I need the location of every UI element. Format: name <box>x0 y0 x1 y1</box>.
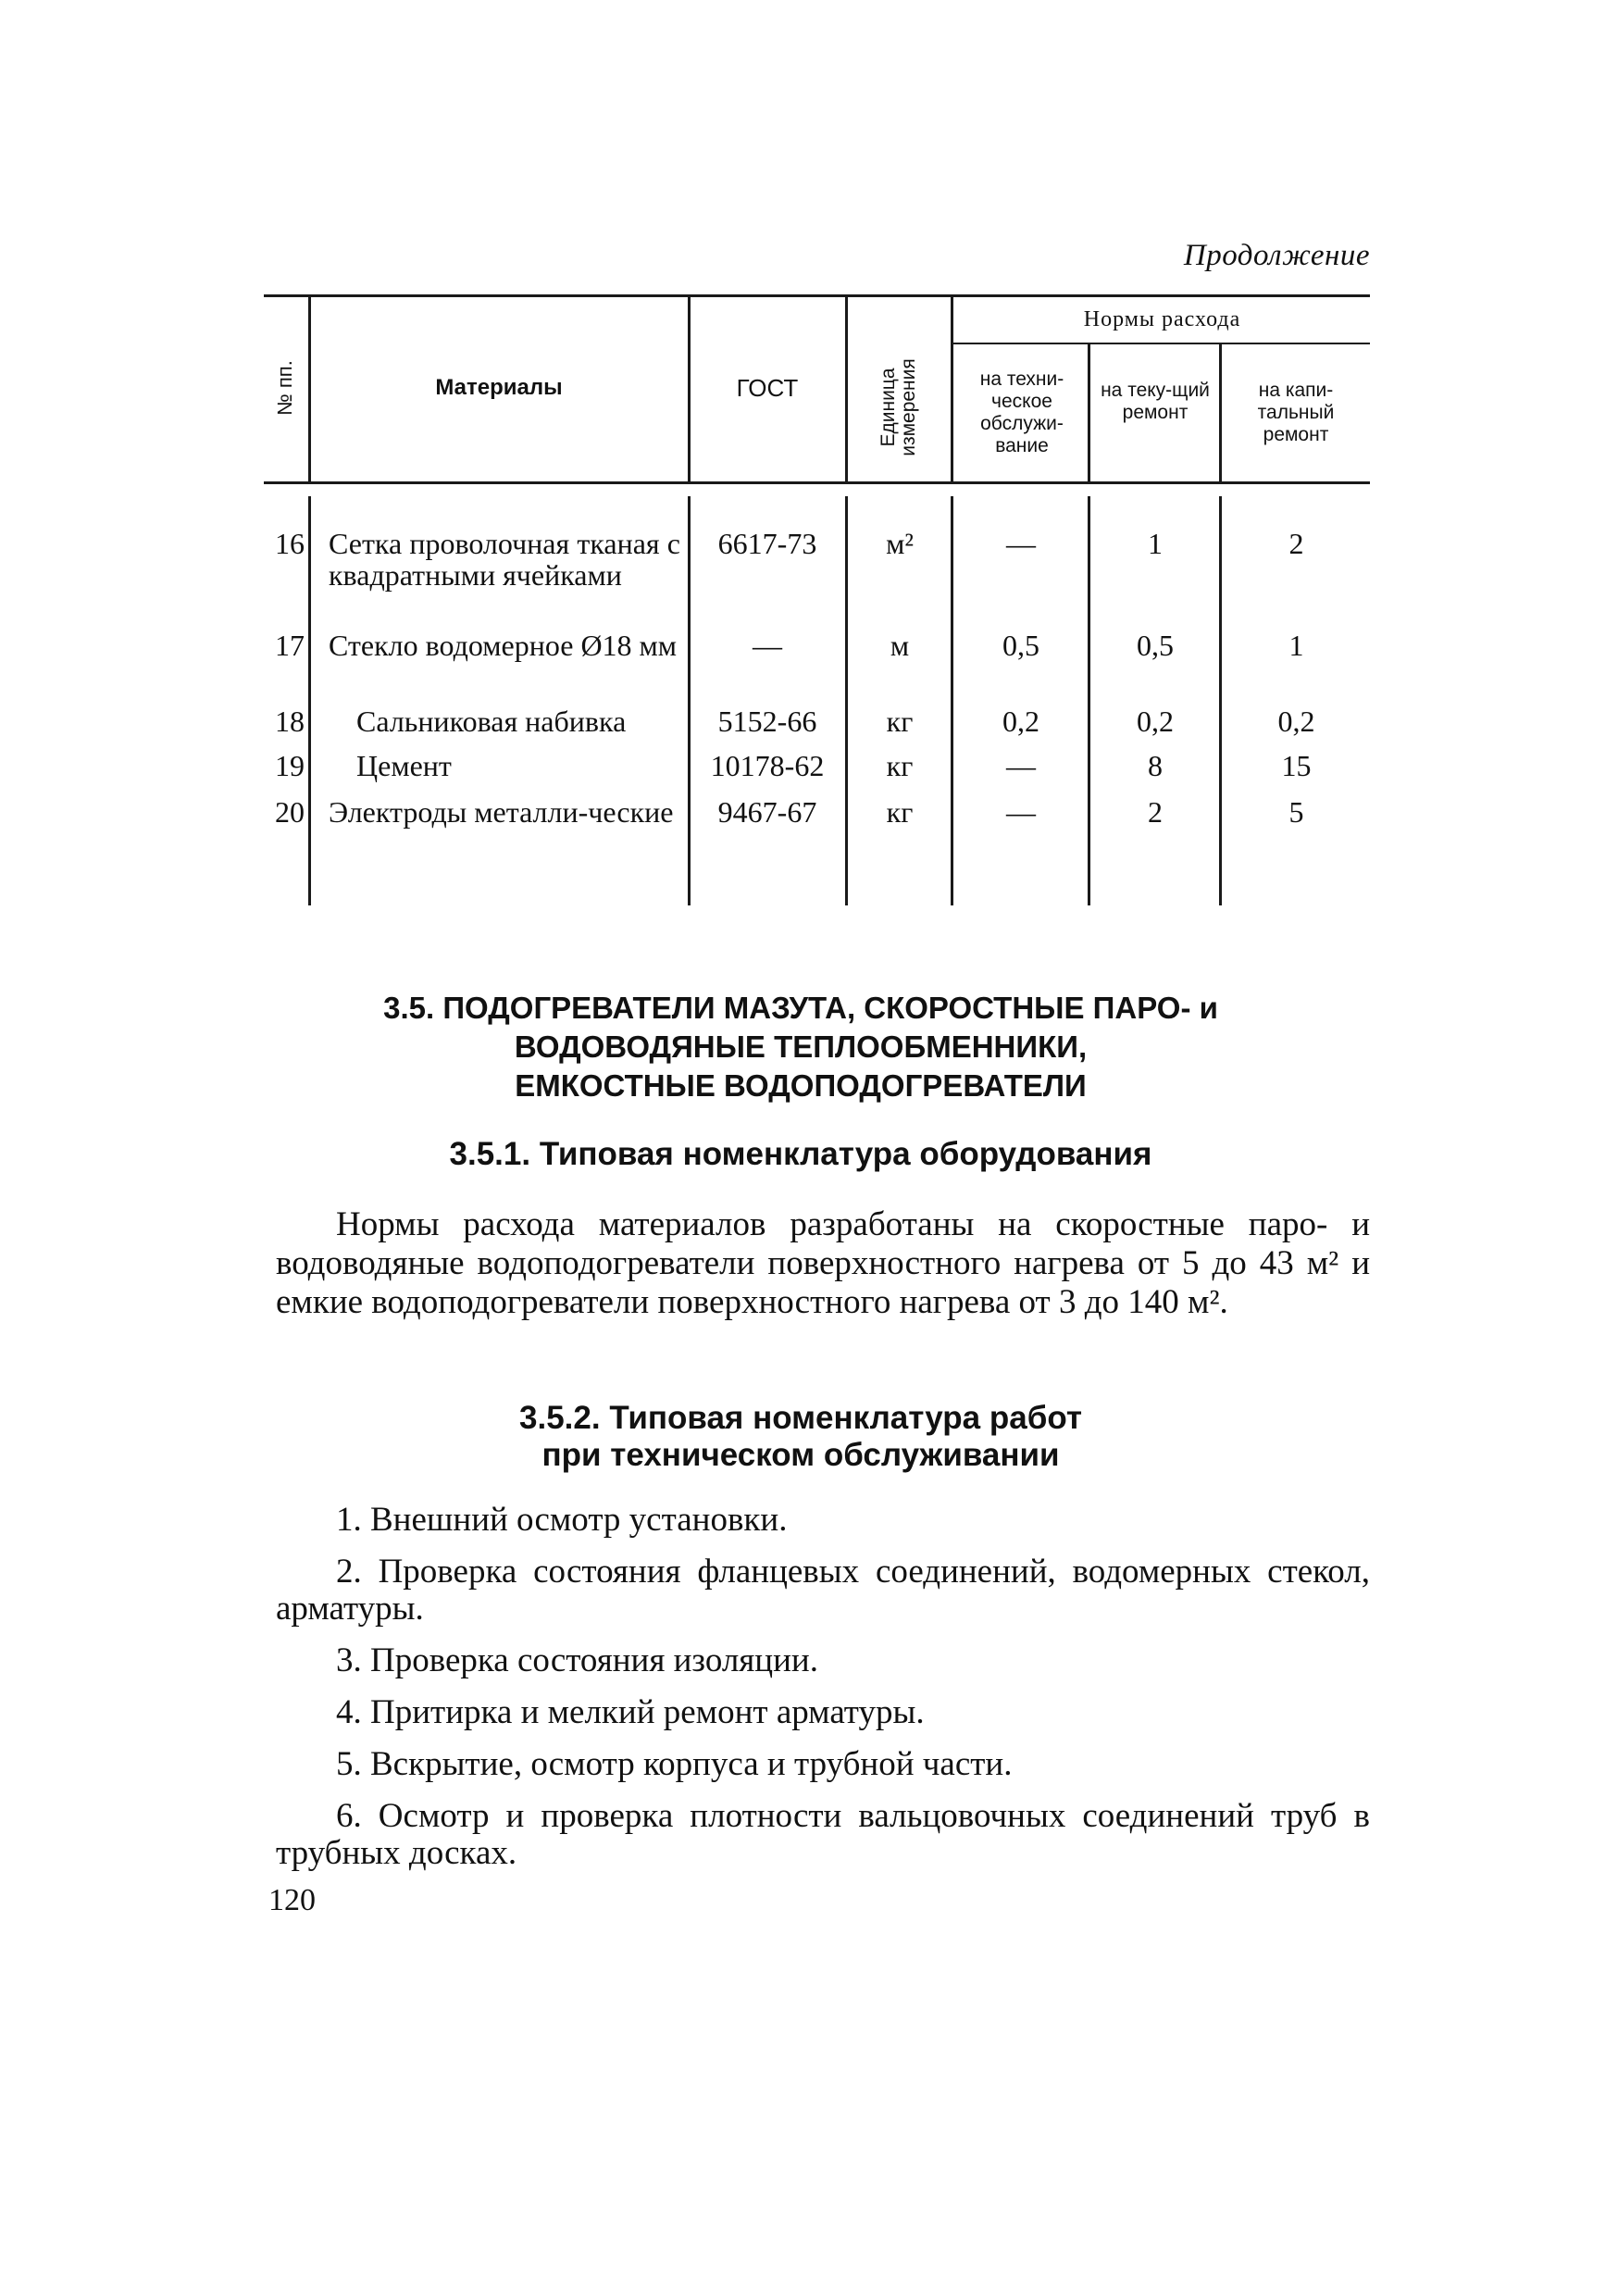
norms-rule <box>952 343 1370 344</box>
subsection-heading: 3.5.1. Типовая номенклатура оборудования <box>449 1136 1152 1172</box>
header-capital-repair: на капи-тальный ремонт <box>1257 380 1335 445</box>
col-rule-4-body <box>951 496 953 905</box>
header-materials: Материалы <box>435 375 563 400</box>
row-num: 19 <box>275 749 305 782</box>
body-paragraph: Нормы расхода материалов разработаны на скоростные паро- и водоводяные водоподогреватели поверхностного нагрева от 5 до 43 м² и емкие водоподогреватели поверхностного нагрева от 3 до 140 м². <box>276 1205 1370 1321</box>
row-material: Сальниковая набивка <box>356 705 627 738</box>
row-material: Стекло водомерное Ø18 мм <box>329 629 678 662</box>
row-gost: — <box>753 629 782 662</box>
row-capital: 15 <box>1281 749 1312 782</box>
row-unit: кг <box>886 749 914 782</box>
col-rule-5 <box>1088 344 1090 484</box>
subsection-heading-2 <box>278 1400 1324 1474</box>
row-gost: 9467-67 <box>717 795 817 829</box>
list-item: 5. Вскрытие, осмотр корпуса и трубной части. <box>336 1745 1013 1783</box>
row-unit: кг <box>886 705 914 738</box>
page-number: 120 <box>268 1883 316 1917</box>
list-item: 6. Осмотр и проверка плотности вальцовочных соединений труб в трубных досках. <box>276 1797 1370 1872</box>
row-maintenance: 0,2 <box>1002 705 1039 738</box>
col-rule-6 <box>1219 344 1222 484</box>
row-num: 16 <box>275 527 305 560</box>
row-unit: м <box>890 629 910 662</box>
row-maintenance: 0,5 <box>1002 629 1039 662</box>
row-maintenance: — <box>1006 795 1036 829</box>
subsection-heading-line: 3.5.2. Типовая номенклатура работ <box>519 1400 1082 1436</box>
col-rule-1 <box>308 294 311 484</box>
row-capital: 0,2 <box>1277 705 1315 738</box>
row-material: Цемент <box>356 749 452 782</box>
header-maintenance: на техни-ческое обслужи-вание <box>979 368 1064 456</box>
col-rule-3 <box>845 294 848 484</box>
col-rule-5-body <box>1088 496 1090 905</box>
row-current: 0,5 <box>1137 629 1174 662</box>
header-unit: Единица измерения <box>877 358 919 456</box>
row-material: Сетка проволочная тканая с квадратными ячейками <box>329 527 680 592</box>
subsection-heading-line: при техническом обслуживании <box>541 1437 1060 1473</box>
section-title-line: ВОДОВОДЯНЫЕ ТЕПЛООБМЕННИКИ, <box>514 1029 1088 1064</box>
list-item: 4. Притирка и мелкий ремонт арматуры. <box>336 1693 925 1731</box>
row-current: 8 <box>1148 749 1163 782</box>
row-maintenance: — <box>1006 749 1036 782</box>
col-rule-2-body <box>688 496 691 905</box>
row-capital: 2 <box>1288 527 1304 560</box>
row-gost: 10178-62 <box>710 749 825 782</box>
col-rule-4 <box>951 294 953 484</box>
row-gost: 6617-73 <box>717 527 817 560</box>
col-rule-1-body <box>308 496 311 905</box>
header-gost: ГОСТ <box>736 374 799 402</box>
section-title <box>278 989 1324 1105</box>
section-title-line: ЕМКОСТНЫЕ ВОДОПОДОГРЕВАТЕЛИ <box>515 1068 1087 1103</box>
section-title-line: 3.5. ПОДОГРЕВАТЕЛИ МАЗУТА, СКОРОСТНЫЕ ПАРО- и <box>383 991 1218 1025</box>
col-rule-2 <box>688 294 691 484</box>
row-material: Электроды металли-ческие <box>329 795 674 829</box>
header-bottom-rule <box>264 481 1370 484</box>
header-num: № пп. <box>273 360 296 416</box>
row-num: 17 <box>275 629 305 662</box>
row-unit: м² <box>886 527 914 560</box>
row-gost: 5152-66 <box>717 705 817 738</box>
row-capital: 5 <box>1288 795 1304 829</box>
header-norms: Нормы расхода <box>1083 307 1241 331</box>
continuation-label: Продолжение <box>1183 239 1370 272</box>
list-item: 3. Проверка состояния изоляции. <box>336 1641 818 1679</box>
row-capital: 1 <box>1288 629 1304 662</box>
row-unit: кг <box>886 795 914 829</box>
header-current-repair: на теку-щий ремонт <box>1101 380 1210 423</box>
row-current: 1 <box>1148 527 1163 560</box>
row-num: 20 <box>275 795 305 829</box>
col-rule-3-body <box>845 496 848 905</box>
col-rule-6-body <box>1219 496 1222 905</box>
row-maintenance: — <box>1006 527 1036 560</box>
materials-table <box>264 294 1370 905</box>
list-item: 1. Внешний осмотр установки. <box>336 1501 788 1539</box>
row-num: 18 <box>275 705 305 738</box>
list-item: 2. Проверка состояния фланцевых соединений, водомерных стекол, арматуры. <box>276 1553 1370 1628</box>
table-top-rule <box>264 294 1370 297</box>
row-current: 0,2 <box>1137 705 1174 738</box>
row-current: 2 <box>1148 795 1163 829</box>
